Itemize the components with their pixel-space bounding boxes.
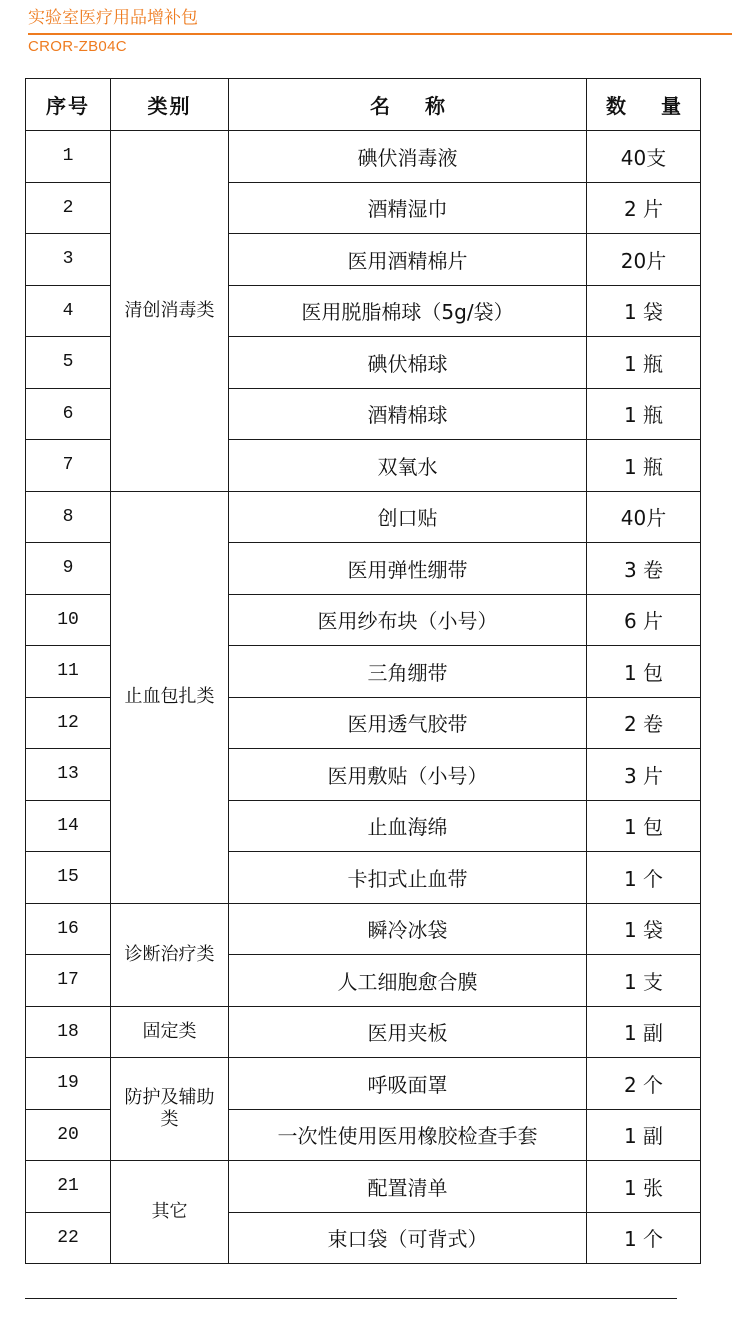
row-index: 14 (26, 800, 111, 852)
item-name: 酒精湿巾 (229, 182, 587, 234)
row-index: 11 (26, 646, 111, 698)
row-index: 8 (26, 491, 111, 543)
item-name: 瞬冷冰袋 (229, 903, 587, 955)
item-quantity: 1 包 (587, 800, 701, 852)
item-name: 医用弹性绷带 (229, 543, 587, 595)
item-name: 配置清单 (229, 1161, 587, 1213)
item-quantity: 1 副 (587, 1006, 701, 1058)
row-index: 12 (26, 697, 111, 749)
row-index: 17 (26, 955, 111, 1007)
item-quantity: 1 包 (587, 646, 701, 698)
table-row (26, 131, 701, 183)
category-cell: 止血包扎类 (111, 491, 229, 903)
item-quantity: 1 个 (587, 1212, 701, 1264)
bottom-rule (25, 1298, 677, 1299)
row-index: 15 (26, 852, 111, 904)
category-cell: 固定类 (111, 1006, 229, 1058)
supply-list-table (25, 78, 701, 1264)
item-name: 医用敷贴（小号） (229, 749, 587, 801)
item-name: 创口贴 (229, 491, 587, 543)
item-quantity: 1 个 (587, 852, 701, 904)
row-index: 13 (26, 749, 111, 801)
item-name: 碘伏棉球 (229, 337, 587, 389)
item-quantity: 2 个 (587, 1058, 701, 1110)
category-cell: 清创消毒类 (111, 131, 229, 492)
table-row (26, 1058, 701, 1110)
item-quantity: 6 片 (587, 594, 701, 646)
item-quantity: 2 片 (587, 182, 701, 234)
table-row (26, 491, 701, 543)
item-quantity: 1 副 (587, 1109, 701, 1161)
item-name: 呼吸面罩 (229, 1058, 587, 1110)
row-index: 18 (26, 1006, 111, 1058)
category-cell: 诊断治疗类 (111, 903, 229, 1006)
item-quantity: 1 张 (587, 1161, 701, 1213)
product-code: CROR-ZB04C (28, 38, 127, 55)
item-quantity: 40片 (587, 491, 701, 543)
item-name: 一次性使用医用橡胶检查手套 (229, 1109, 587, 1161)
item-name: 卡扣式止血带 (229, 852, 587, 904)
item-quantity: 20片 (587, 234, 701, 286)
row-index: 16 (26, 903, 111, 955)
item-quantity: 1 瓶 (587, 337, 701, 389)
row-index: 19 (26, 1058, 111, 1110)
item-name: 束口袋（可背式） (229, 1212, 587, 1264)
item-quantity: 40支 (587, 131, 701, 183)
item-quantity: 1 瓶 (587, 440, 701, 492)
row-index: 21 (26, 1161, 111, 1213)
row-index: 3 (26, 234, 111, 286)
table-header-row (26, 79, 701, 131)
item-quantity: 1 支 (587, 955, 701, 1007)
row-index: 22 (26, 1212, 111, 1264)
category-cell: 其它 (111, 1161, 229, 1264)
item-name: 医用脱脂棉球（5g/袋） (229, 285, 587, 337)
row-index: 1 (26, 131, 111, 183)
item-name: 医用夹板 (229, 1006, 587, 1058)
item-quantity: 3 片 (587, 749, 701, 801)
product-title: 实验室医疗用品增补包 (28, 7, 732, 35)
table-row (26, 903, 701, 955)
item-quantity: 1 袋 (587, 285, 701, 337)
row-index: 10 (26, 594, 111, 646)
item-quantity: 3 卷 (587, 543, 701, 595)
item-name: 碘伏消毒液 (229, 131, 587, 183)
item-name: 止血海绵 (229, 800, 587, 852)
column-header-category: 类别 (111, 79, 229, 131)
row-index: 5 (26, 337, 111, 389)
row-index: 2 (26, 182, 111, 234)
column-header-name: 名 称 (229, 79, 587, 131)
item-name: 人工细胞愈合膜 (229, 955, 587, 1007)
item-name: 医用透气胶带 (229, 697, 587, 749)
item-quantity: 2 卷 (587, 697, 701, 749)
row-index: 9 (26, 543, 111, 595)
row-index: 6 (26, 388, 111, 440)
item-name: 医用酒精棉片 (229, 234, 587, 286)
column-header-index: 序号 (26, 79, 111, 131)
item-name: 酒精棉球 (229, 388, 587, 440)
item-name: 医用纱布块（小号） (229, 594, 587, 646)
row-index: 7 (26, 440, 111, 492)
document-header (28, 0, 732, 57)
item-name: 三角绷带 (229, 646, 587, 698)
category-cell: 防护及辅助类 (111, 1058, 229, 1161)
table-row (26, 1161, 701, 1213)
item-quantity: 1 瓶 (587, 388, 701, 440)
table-row (26, 1006, 701, 1058)
item-quantity: 1 袋 (587, 903, 701, 955)
item-name: 双氧水 (229, 440, 587, 492)
row-index: 4 (26, 285, 111, 337)
column-header-quantity: 数 量 (587, 79, 701, 131)
table-body (26, 131, 701, 1264)
row-index: 20 (26, 1109, 111, 1161)
